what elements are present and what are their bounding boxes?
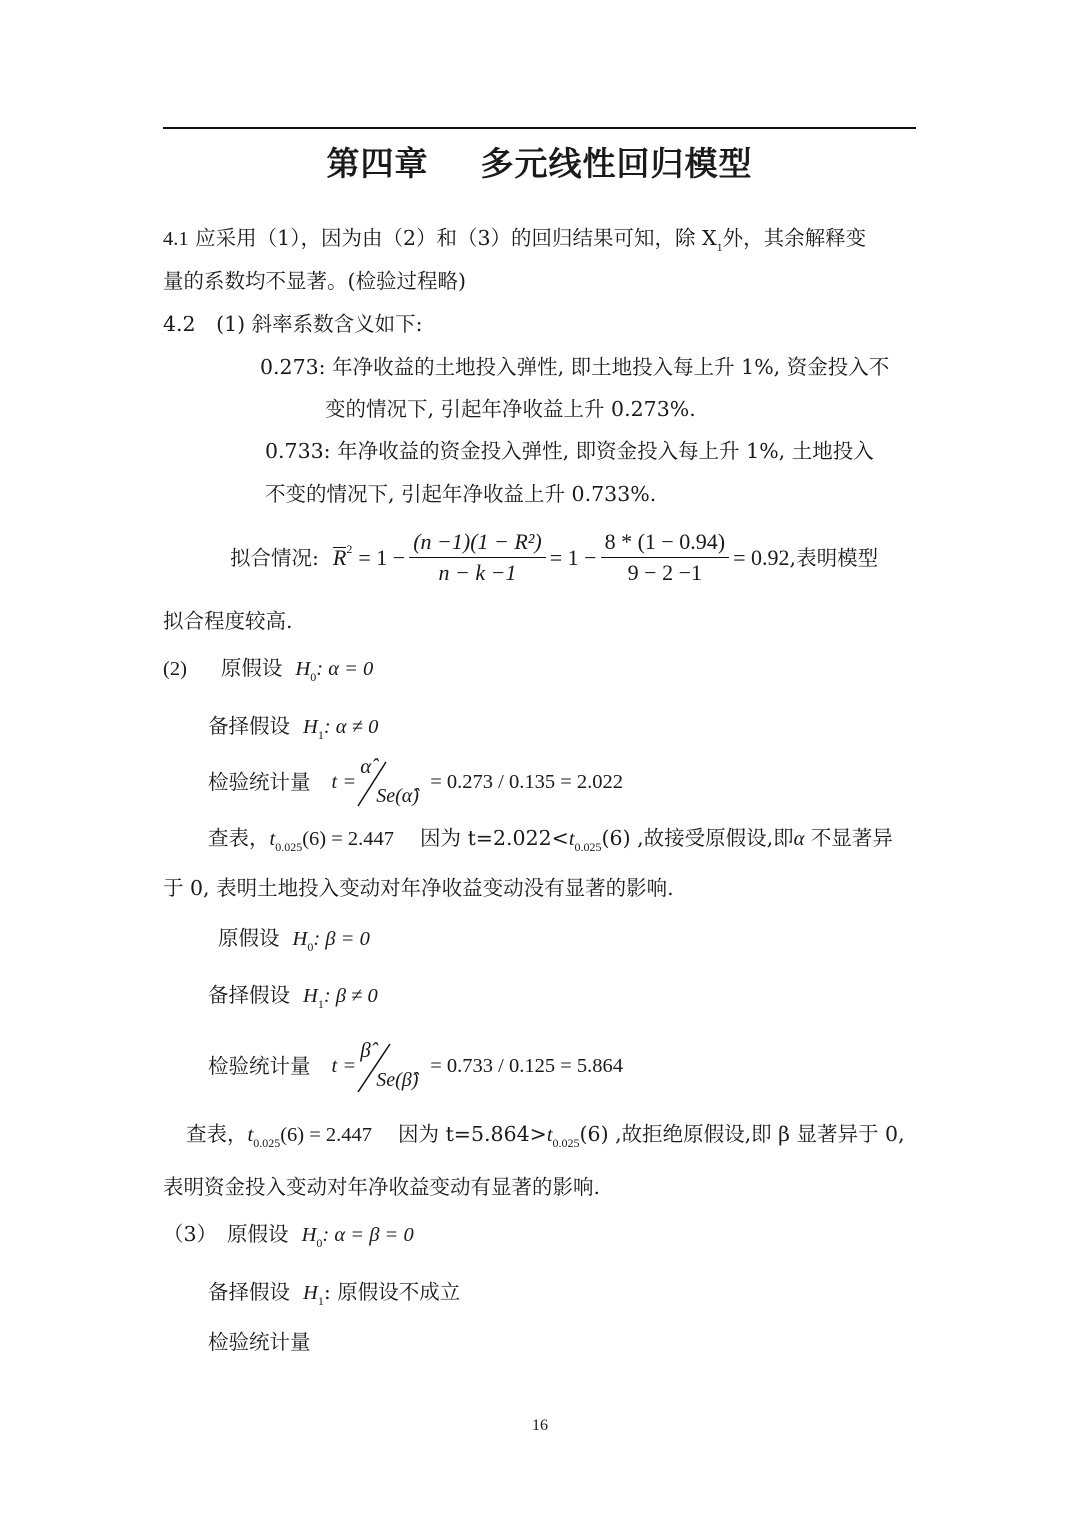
fit-tail: ,表明模型 <box>789 545 879 570</box>
fit-formula: 拟合情况: R 2 = 1 − $\frac{\text{(n −1)(1 − R²)}}{n - k -1}$ = 1 − $\frac{8 * (1 - 0.94)}{9 - 2 -1}$ = 0.92 ,表明模型 <box>230 527 878 588</box>
part3-label: （3） <box>163 1222 218 1246</box>
h0-alpha <box>163 654 373 685</box>
stat-alpha-label: 检验统计量 <box>208 770 311 794</box>
stat-joint-label: 检验统计量 <box>208 1330 311 1354</box>
lookup-beta-t: t <box>247 1124 254 1146</box>
r-bar: R <box>332 545 347 570</box>
fit-label: 拟合情况: <box>230 545 319 570</box>
stat-beta-fraction <box>356 1040 426 1092</box>
q42-heading: 4.2 (1) 斜率系数含义如下: <box>163 312 423 336</box>
h1-alpha-label: 备择假设 <box>208 714 290 738</box>
h1-alpha <box>208 712 378 743</box>
coef2-line2: 不变的情况下, 引起年净收益上升 0.733%. <box>265 482 657 506</box>
h0-joint-label: 原假设 <box>227 1222 289 1246</box>
h1-beta-sub: 1 <box>317 997 324 1011</box>
lookup-alpha-sub: 0.025 <box>275 840 303 854</box>
q41-number: 4.1 <box>163 228 189 250</box>
coef2-text: 0.733: 年净收益的资金投入弹性, 即资金投入每上升 1%, 土地投入 <box>265 439 874 463</box>
h1-joint-label: 备择假设 <box>208 1280 290 1304</box>
lookup-alpha-line2: 于 0, 表明土地投入变动对年净收益变动没有显著的影响. <box>163 876 674 900</box>
lookup-beta-line2: 表明资金投入变动对年净收益变动有显著的影响. <box>163 1175 601 1199</box>
h1-joint-h: H <box>303 1282 318 1304</box>
lookup-beta-because: 因为 t=5.864> <box>398 1122 547 1146</box>
h1-alpha-sub: 1 <box>317 728 324 742</box>
stat-alpha <box>208 756 623 808</box>
q41-text-a: 应采用（1），因为由（2）和（3）的回归结果可知，除 X <box>195 226 717 250</box>
lookup-beta-value: (6) = 2.447 <box>280 1124 373 1146</box>
h1-beta <box>208 981 378 1012</box>
stat-beta-result: = 0.733 / 0.125 = 5.864 <box>430 1055 624 1077</box>
coef2-line1 <box>265 437 916 465</box>
stat-beta-label: 检验统计量 <box>208 1054 311 1078</box>
lookup-beta-sub: 0.025 <box>253 1136 281 1150</box>
fraction-1-numerator: (n −1)(1 − R²) <box>409 527 546 558</box>
q41-text-b: 外，其余解释变 <box>722 226 867 250</box>
h0-beta-sub: 0 <box>307 940 314 954</box>
h0-alpha-label: 原假设 <box>220 656 283 680</box>
fraction-2-numerator: 8 * (1 − 0.94) <box>601 527 730 558</box>
lookup-beta-sub2: 0.025 <box>552 1136 580 1150</box>
h0-alpha-sub: 0 <box>310 670 317 684</box>
chapter-title <box>163 138 916 185</box>
h1-beta-expr: : β ≠ 0 <box>323 985 378 1007</box>
stat-beta-bot: Se(β̂) <box>376 1069 419 1091</box>
q41-subscript: 1 <box>716 240 723 254</box>
lookup-alpha-t: t <box>269 828 276 850</box>
coef1-text: 0.273: 年净收益的土地投入弹性, 即土地投入每上升 1%, 资金投入不 <box>260 355 890 379</box>
lookup-alpha-tail: 不显著异 <box>804 826 893 850</box>
lookup-alpha-because: 因为 t=2.022< <box>420 826 569 850</box>
stat-beta-top: β̂ <box>360 1038 371 1062</box>
header-rule <box>163 127 916 129</box>
stat-beta <box>208 1040 623 1092</box>
stat-alpha-result: = 0.273 / 0.135 = 2.022 <box>430 771 624 793</box>
stat-alpha-bot: Se(α̂) <box>376 785 419 807</box>
q41-line1 <box>163 224 916 255</box>
h0-joint-expr: : α = β = 0 <box>322 1224 414 1246</box>
fraction-1 <box>409 527 546 588</box>
page-number: 16 <box>532 1417 548 1434</box>
chapter-name: 多元线性回归模型 <box>480 144 753 183</box>
lookup-alpha-line1 <box>208 824 916 855</box>
fit-line2: 拟合程度较高. <box>163 609 293 633</box>
lookup-alpha-t2: t <box>568 828 575 850</box>
part2-label: (2) <box>163 658 187 680</box>
stat-alpha-top: α̂ <box>360 754 372 778</box>
h0-alpha-h: H <box>295 658 311 680</box>
fit-eq2: = 1 − <box>549 544 597 570</box>
coef1-line1 <box>260 353 916 381</box>
fraction-2 <box>601 527 730 588</box>
h0-beta-h: H <box>292 928 308 950</box>
h1-alpha-expr: : α ≠ 0 <box>323 716 379 738</box>
h1-beta-label: 备择假设 <box>208 983 290 1007</box>
lookup-beta-line1 <box>186 1120 916 1151</box>
fit-result: = 0.92 <box>733 544 790 570</box>
lookup-alpha-conclusion: (6) ,故接受原假设,即 <box>601 826 794 850</box>
q41-line2: 量的系数均不显著。(检验过程略) <box>163 269 466 293</box>
h0-joint-sub: 0 <box>316 1236 323 1250</box>
h0-joint-h: H <box>301 1224 317 1246</box>
lookup-alpha-sub2: 0.025 <box>574 840 602 854</box>
h1-joint <box>208 1278 460 1309</box>
h0-joint <box>163 1220 414 1251</box>
fraction-1-denominator: n − k −1 <box>438 560 517 585</box>
h0-alpha-expr: : α = 0 <box>316 658 374 680</box>
h0-beta <box>218 924 370 955</box>
lookup-beta-t2: t <box>546 1124 553 1146</box>
stat-alpha-t: t = <box>331 771 357 793</box>
stat-alpha-fraction <box>356 756 426 808</box>
lookup-alpha-alpha: α <box>793 828 805 850</box>
lookup-beta-conclusion: (6) ,故拒绝原假设,即 β 显著异于 0, <box>579 1122 905 1146</box>
fit-eq1: = 1 − <box>358 544 406 570</box>
h1-joint-expr: : 原假设不成立 <box>323 1280 461 1304</box>
h1-beta-h: H <box>303 985 318 1007</box>
lookup-alpha-value: (6) = 2.447 <box>302 828 395 850</box>
stat-beta-t: t = <box>331 1055 357 1077</box>
h1-alpha-h: H <box>303 716 318 738</box>
lookup-alpha-label: 查表， <box>208 826 270 850</box>
coef1-line2: 变的情况下, 引起年净收益上升 0.273%. <box>325 397 696 421</box>
lookup-beta-label: 查表， <box>186 1122 248 1146</box>
fraction-2-denominator: 9 − 2 −1 <box>627 560 702 585</box>
h1-joint-sub: 1 <box>317 1294 324 1308</box>
chapter-number: 第四章 <box>326 144 429 183</box>
h0-beta-expr: : β = 0 <box>313 928 370 950</box>
h0-beta-label: 原假设 <box>218 926 280 950</box>
